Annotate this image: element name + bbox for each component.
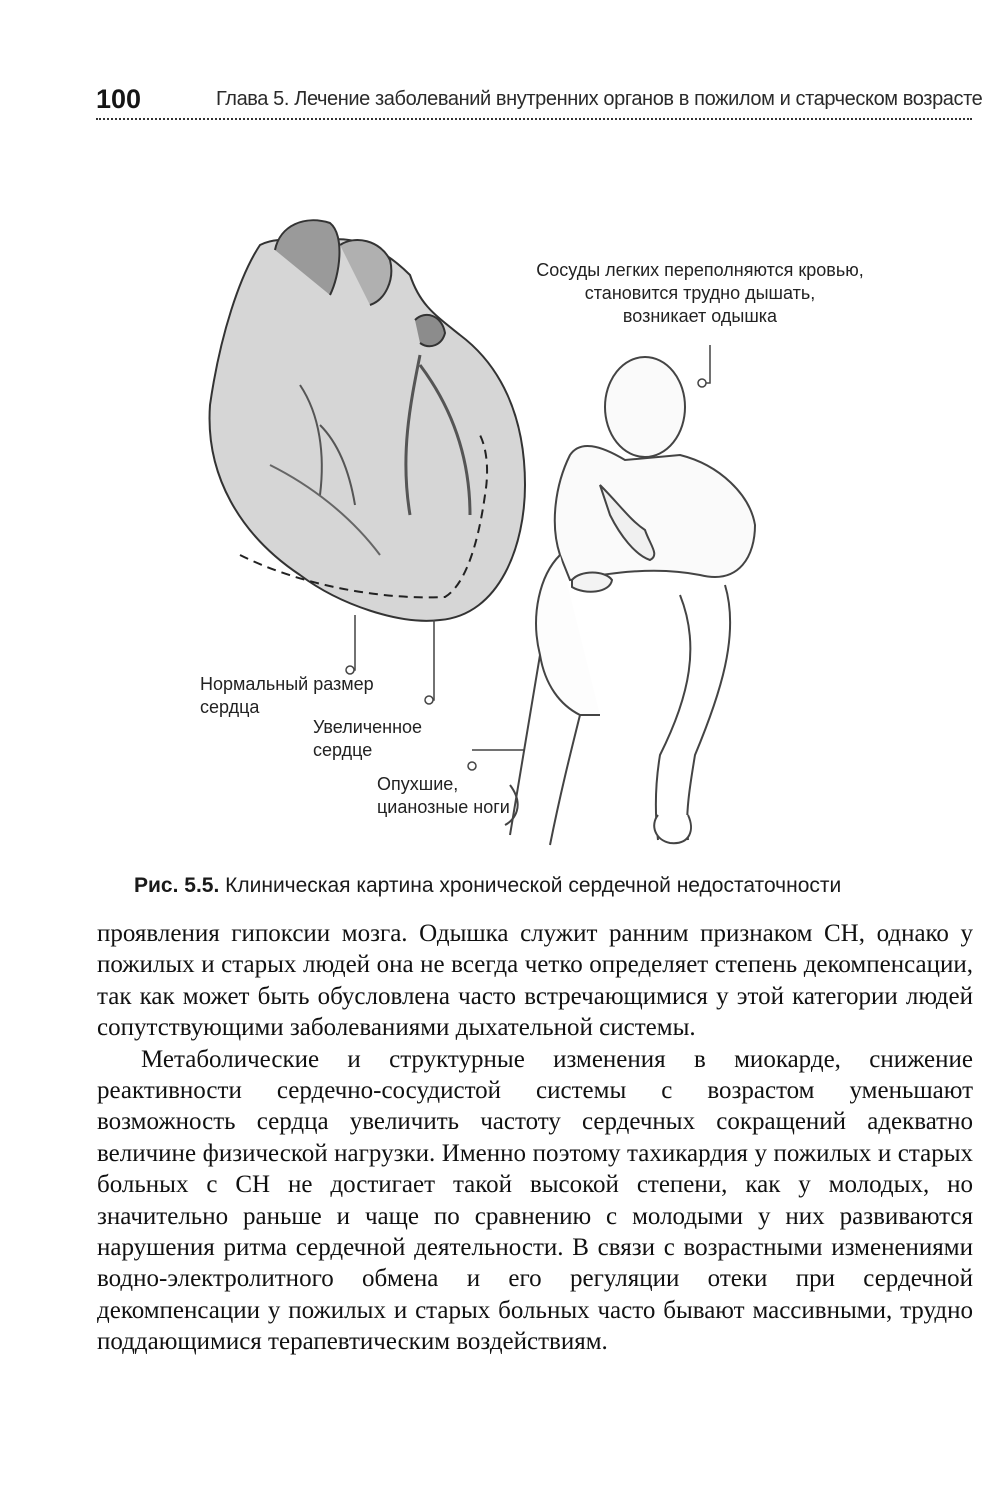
- paragraph-2: Метаболические и структурные изменения в миокарде, снижение реактивности сердечно-сосудистой системы с возрастом уменьшают возможность сердца увеличить частоту сердечных сокращений адекватно величине физической нагрузки. Именно поэтому тахикардия у пожилых и старых больных с СН не достигает такой высокой степени, как у молодых, но значительно раньше и чаще по сравнению с молодыми у них развиваются нарушения ритма сердечной деятельности. В связи с возрастными изменениями водно-электролитного обмена и его регуляции отеки при сердечной декомпенсации у пожилых и старых больных часто бывают массивными, трудно поддающимися терапевтическим воздействиям.: [97, 1045, 973, 1356]
- label-enlarged-heart: [313, 716, 422, 762]
- label-enlarged-line1: Увеличенное: [313, 717, 423, 737]
- heart-illustration: [210, 220, 525, 704]
- header-dotted-rule: [96, 118, 972, 120]
- caption-prefix: Рис. 5.5.: [134, 874, 220, 897]
- chapter-title: Глава 5. Лечение заболеваний внутренних органов в пожилом и старческом возрасте: [216, 88, 983, 110]
- label-lungs-line1: Сосуды легких переполняются кровью,: [536, 260, 864, 280]
- body-text: [97, 918, 973, 1358]
- label-normal-line1: Нормальный размер: [200, 674, 374, 694]
- label-normal-line2: сердца: [200, 697, 260, 717]
- paragraph-1: проявления гипоксии мозга. Одышка служит ранним признаком СН, однако у пожилых и старых людей она не всегда четко определяет степень декомпенсации, так как может быть обусловлена часто встречающимися у этой категории людей сопутствующими заболеваниями дыхательной системы.: [97, 920, 973, 1042]
- label-edema-line1: Опухшие,: [377, 774, 459, 794]
- label-lungs: [510, 259, 890, 328]
- page-number: 100: [96, 84, 142, 114]
- figure-caption: [134, 874, 841, 898]
- label-lungs-line3: возникает одышка: [622, 306, 778, 326]
- label-normal-heart: [200, 673, 374, 719]
- caption-text: Клиническая картина хронической сердечной недостаточности: [225, 874, 842, 897]
- label-enlarged-line2: сердце: [313, 740, 373, 760]
- label-lungs-line2: становится трудно дышать,: [584, 283, 816, 303]
- label-edema-line2: цианозные ноги: [377, 797, 510, 817]
- label-edema: [377, 773, 510, 819]
- figure-heart-failure: [180, 215, 900, 855]
- running-head: [96, 80, 983, 120]
